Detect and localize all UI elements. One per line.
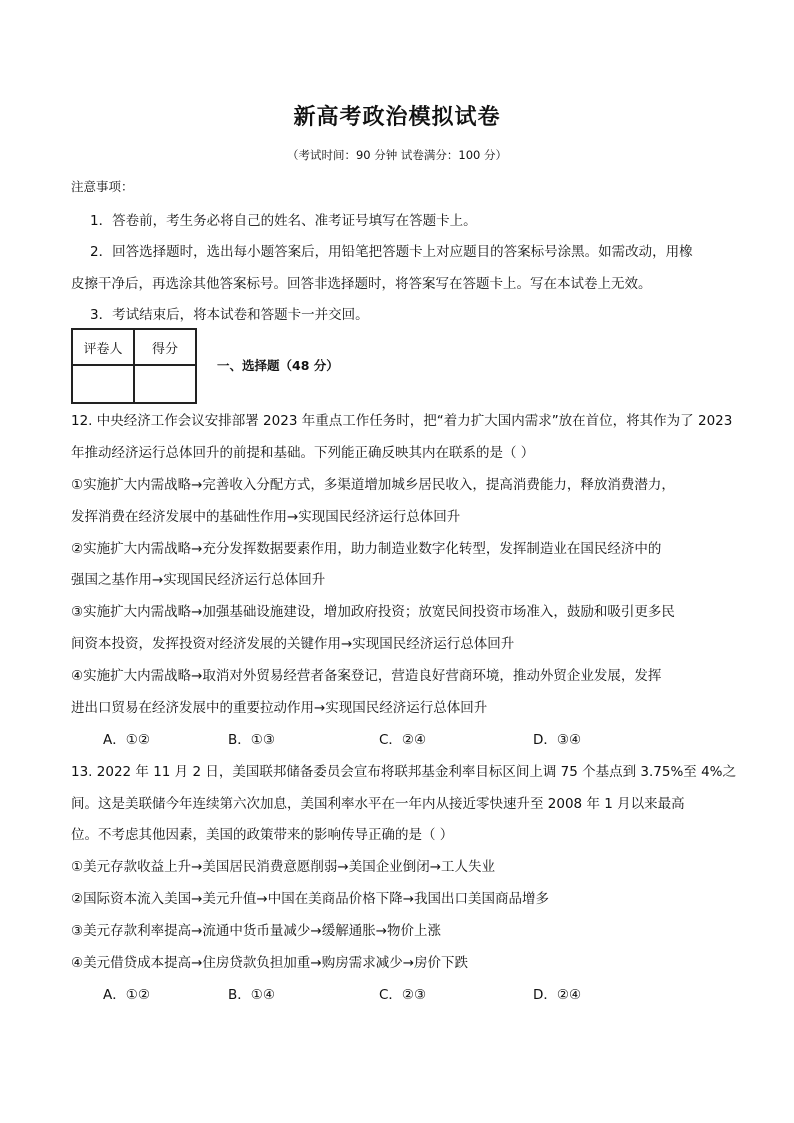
note-item: 2．回答选择题时，选出每小题答案后，用铅笔把答题卡上对应题目的答案标号涂黑。如需改动，用橡 — [90, 244, 693, 260]
question-line: ②实施扩大内需战略→充分发挥数据要素作用，助力制造业数字化转型，发挥制造业在国民经济中的 — [71, 541, 662, 557]
note-item: 1．答卷前，考生务必将自己的姓名、准考证号填写在答题卡上。 — [90, 213, 477, 229]
page-title: 新高考政治模拟试卷 — [293, 105, 501, 130]
question-line: ②国际资本流入美国→美元升值→中国在美商品价格下降→我国出口美国商品增多 — [71, 891, 550, 907]
option-b: B．①③ — [228, 732, 275, 748]
option-b: B．①④ — [228, 987, 275, 1003]
notes-heading: 注意事项： — [71, 179, 134, 194]
note-item: 皮擦干净后，再选涂其他答案标号。回答非选择题时，将答案写在答题卡上。写在本试卷上无效。 — [71, 276, 652, 292]
question-line: 进出口贸易在经济发展中的重要拉动作用→实现国民经济运行总体回升 — [71, 700, 488, 716]
option-a: A．①② — [103, 732, 150, 748]
score-table — [71, 328, 197, 404]
option-c: C．②③ — [379, 987, 427, 1003]
option-d: D．③④ — [533, 732, 582, 748]
option-a: A．①② — [103, 987, 150, 1003]
score-cell — [134, 365, 196, 403]
question-line: 13. 2022 年 11 月 2 日，美国联邦储备委员会宣布将联邦基金利率目标区间上调 75 个基点到 3.75%至 4%之 — [71, 764, 736, 780]
question-line: 发挥消费在经济发展中的基础性作用→实现国民经济运行总体回升 — [71, 509, 461, 525]
section-title: 一、选择题（48 分） — [217, 358, 339, 373]
score-label: 得分 — [134, 329, 196, 365]
question-line: ①美元存款收益上升→美国居民消费意愿削弱→美国企业倒闭→工人失业 — [71, 859, 496, 875]
question-line: 间。这是美联储今年连续第六次加息，美国利率水平在一年内从接近零快速升至 2008 年 1 月以来最高 — [71, 796, 685, 812]
grader-cell — [72, 365, 134, 403]
option-c: C．②④ — [379, 732, 427, 748]
question-line: ③实施扩大内需战略→加强基础设施建设，增加政府投资；放宽民间投资市场准入，鼓励和吸引更多民 — [71, 604, 675, 620]
exam-info: （考试时间：90 分钟 试卷满分：100 分） — [286, 148, 508, 162]
note-item: 3．考试结束后，将本试卷和答题卡一并交回。 — [90, 307, 369, 323]
question-line: 间资本投资，发挥投资对经济发展的关键作用→实现国民经济运行总体回升 — [71, 636, 515, 652]
question-line: 强国之基作用→实现国民经济运行总体回升 — [71, 572, 326, 588]
option-d: D．②④ — [533, 987, 582, 1003]
question-line: ①实施扩大内需战略→完善收入分配方式，多渠道增加城乡居民收入，提高消费能力，释放消费潜力， — [71, 477, 675, 493]
question-line: ④实施扩大内需战略→取消对外贸易经营者备案登记，营造良好营商环境，推动外贸企业发展，发挥 — [71, 668, 662, 684]
grader-label: 评卷人 — [72, 329, 134, 365]
question-line: 位。不考虑其他因素，美国的政策带来的影响传导正确的是（ ） — [71, 827, 454, 843]
question-line: ④美元借贷成本提高→住房贷款负担加重→购房需求减少→房价下跌 — [71, 955, 469, 971]
question-line: 年推动经济运行总体回升的前提和基础。下列能正确反映其内在联系的是（ ） — [71, 445, 535, 461]
question-line: 12. 中央经济工作会议安排部署 2023 年重点工作任务时，把“着力扩大国内需求”放在首位，将其作为了 2023 — [71, 413, 733, 429]
question-line: ③美元存款利率提高→流通中货币量减少→缓解通胀→物价上涨 — [71, 923, 442, 939]
